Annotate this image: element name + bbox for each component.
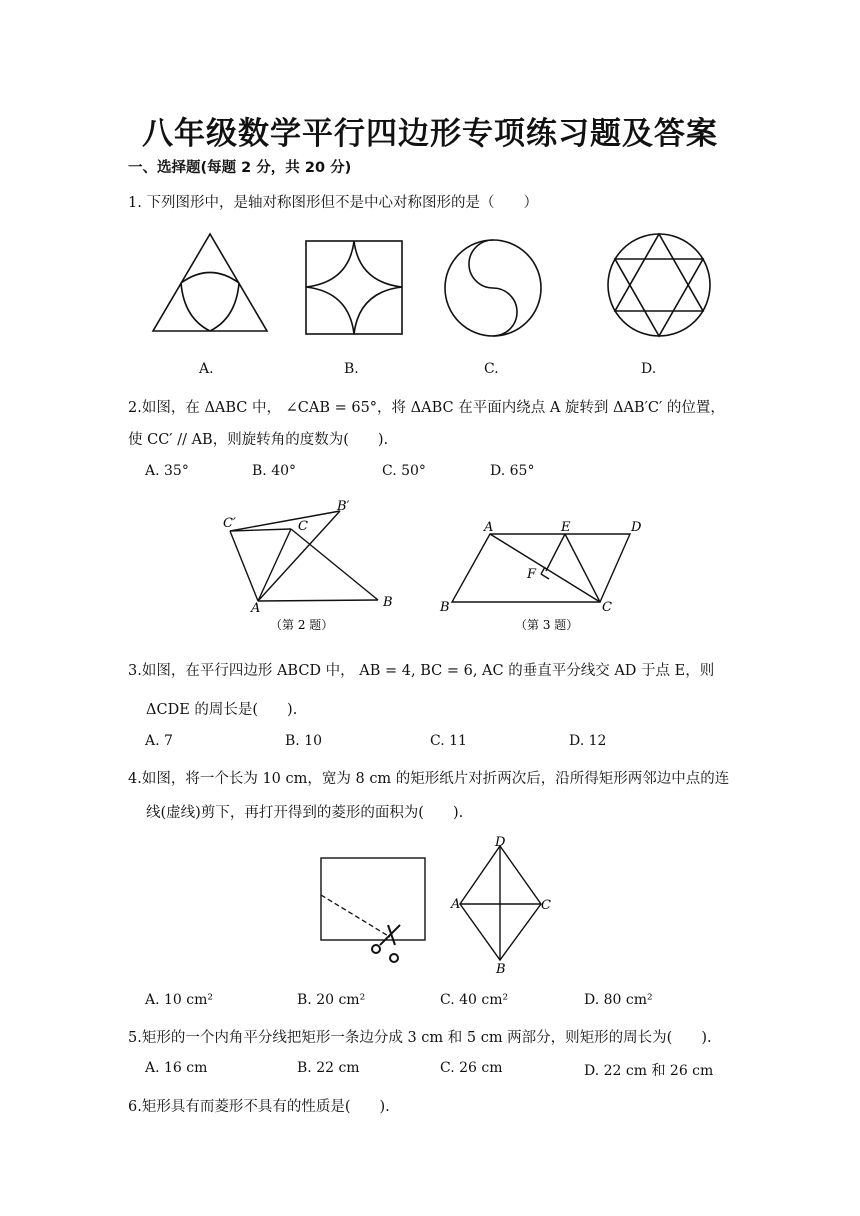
q1-option-c[interactable]: C. [484, 361, 499, 377]
q3-label-b: B [440, 600, 450, 615]
q2-option-a[interactable]: A. 35° [145, 463, 189, 479]
q4-option-c[interactable]: C. 40 cm² [440, 992, 509, 1008]
q3-figure [432, 516, 654, 636]
question-6-text: 6.矩形具有而菱形不具有的性质是( ). [128, 1099, 390, 1115]
q1-option-b[interactable]: B. [344, 361, 359, 377]
q2-option-c[interactable]: C. 50° [382, 463, 426, 479]
question-2-line-1: 2.如图，在 ΔABC 中， ∠CAB = 65°，将 ΔABC 在平面内绕点 A 旋转到 ΔAB′C′ 的位置， [128, 400, 725, 416]
q2-label-c-prime: C′ [223, 516, 236, 531]
q3-option-b[interactable]: B. 10 [285, 733, 323, 749]
section-heading: 一、选择题(每题 2 分，共 20 分) [128, 160, 352, 176]
q4-rectangle-figure [320, 855, 430, 970]
q3-label-f: F [527, 567, 537, 582]
q1-option-d[interactable]: D. [641, 361, 657, 377]
q2-figure [218, 496, 408, 636]
q4-label-d: D [495, 835, 506, 850]
q1-figure-b [305, 240, 403, 335]
q3-label-e: E [561, 520, 571, 535]
q3-label-c: C [602, 600, 612, 615]
q3-option-c[interactable]: C. 11 [430, 733, 467, 749]
question-3-line-2: ΔCDE 的周长是( ). [146, 702, 298, 718]
page-title: 八年级数学平行四边形专项练习题及答案 [142, 116, 718, 152]
question-3-line-1: 3.如图，在平行四边形 ABCD 中， AB = 4, BC = 6, AC 的垂直平分线交 AD 于点 E，则 [128, 663, 715, 679]
q2-label-b-prime: B′ [337, 499, 350, 514]
q4-label-c: C [541, 898, 551, 913]
q5-option-b[interactable]: B. 22 cm [297, 1060, 360, 1076]
q3-figure-caption: （第 3 题） [515, 618, 579, 632]
q4-option-b[interactable]: B. 20 cm² [297, 992, 366, 1008]
question-5-text: 5.矩形的一个内角平分线把矩形一条边分成 3 cm 和 5 cm 两部分，则矩形的周长为( ). [128, 1030, 712, 1046]
q4-option-a[interactable]: A. 10 cm² [145, 992, 214, 1008]
q5-option-a[interactable]: A. 16 cm [145, 1060, 208, 1076]
q1-option-a[interactable]: A. [199, 361, 214, 377]
q5-option-c[interactable]: C. 26 cm [440, 1060, 503, 1076]
q2-label-a: A [251, 601, 261, 616]
question-4-line-1: 4.如图，将一个长为 10 cm，宽为 8 cm 的矩形纸片对折两次后，沿所得矩形两邻边中点的连 [128, 771, 730, 787]
question-4-line-2: 线(虚线)剪下，再打开得到的菱形的面积为( ). [146, 805, 464, 821]
q2-figure-caption: （第 2 题） [270, 618, 334, 632]
q3-option-d[interactable]: D. 12 [569, 733, 607, 749]
q3-label-a: A [484, 520, 494, 535]
q3-option-a[interactable]: A. 7 [145, 733, 173, 749]
question-1-text: 1. 下列图形中，是轴对称图形但不是中心对称图形的是（ ） [128, 195, 538, 211]
q2-label-b: B [383, 595, 393, 610]
q4-label-a: A [451, 897, 461, 912]
q1-figure-d [607, 233, 711, 337]
q2-option-d[interactable]: D. 65° [490, 463, 535, 479]
q1-figure-a [150, 232, 270, 336]
q2-label-c: C [298, 519, 308, 534]
q1-figure-c [443, 238, 543, 338]
q4-rhombus-figure [448, 832, 554, 978]
q3-label-d: D [631, 520, 642, 535]
q5-option-d[interactable]: D. 22 cm 和 26 cm [584, 1063, 714, 1079]
q2-option-b[interactable]: B. 40° [252, 463, 297, 479]
q4-label-b: B [496, 962, 506, 977]
scissors-icon [372, 925, 400, 962]
q4-option-d[interactable]: D. 80 cm² [584, 992, 653, 1008]
question-2-line-2: 使 CC′ // AB，则旋转角的度数为( ). [128, 432, 389, 448]
